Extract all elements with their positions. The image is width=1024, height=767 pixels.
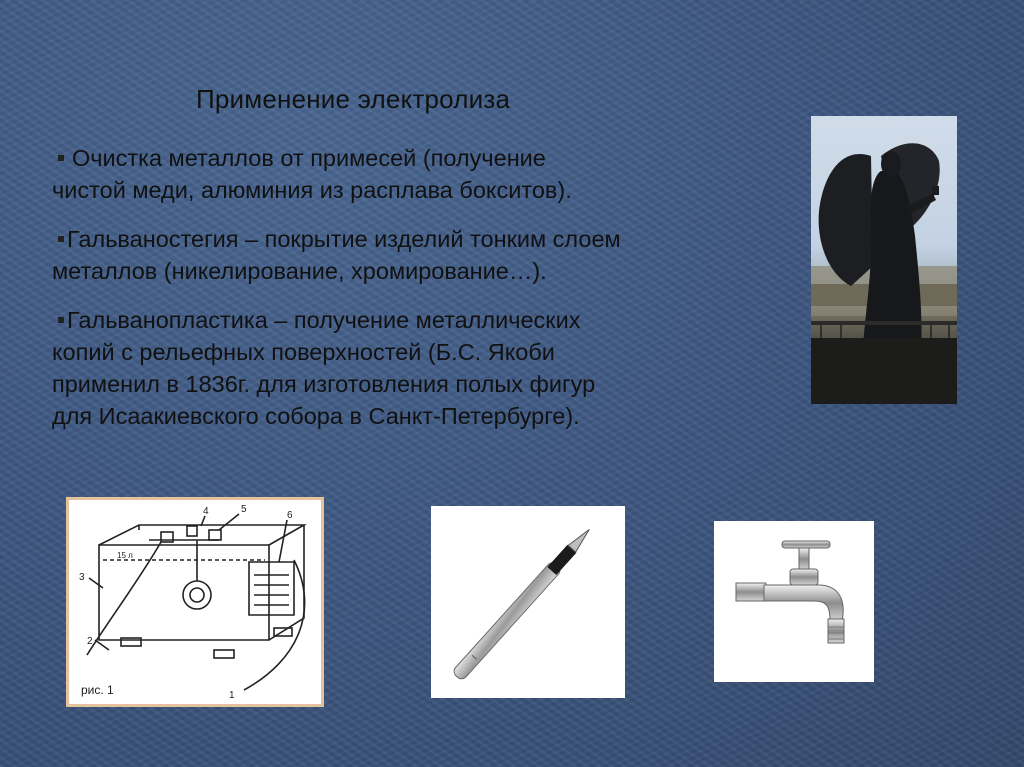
diagram-caption: рис. 1 xyxy=(81,683,114,697)
bullet-line: Гальванопластика – получение металлических xyxy=(67,307,581,333)
diagram-label: 3 xyxy=(79,572,85,583)
angel-statue-photo xyxy=(811,116,957,404)
bullet-line: Очистка металлов от примесей (получение xyxy=(72,145,546,171)
fountain-pen-image xyxy=(431,506,625,698)
bullet-line: металлов (никелирование, хромирование…). xyxy=(52,258,547,284)
electrolysis-apparatus-diagram xyxy=(66,497,324,707)
diagram-label: 5 xyxy=(241,504,247,515)
square-bullet-icon xyxy=(58,155,64,161)
bullet-item xyxy=(52,142,752,206)
level-mark: 15 л xyxy=(117,551,133,560)
diagram-label: 6 xyxy=(287,510,293,521)
water-tap-image xyxy=(714,521,874,682)
bullet-line: Гальваностегия – покрытие изделий тонким слоем xyxy=(67,226,621,252)
bullet-item xyxy=(52,304,752,432)
bullet-line: чистой меди, алюминия из расплава бокситов). xyxy=(52,177,572,203)
diagram-label: 2 xyxy=(87,636,93,647)
bullet-list xyxy=(52,142,752,449)
square-bullet-icon xyxy=(58,317,64,323)
slide-title: Применение электролиза xyxy=(196,84,511,114)
diagram-label: 1 xyxy=(229,690,235,701)
bullet-line: для Исаакиевского собора в Санкт-Петербурге). xyxy=(52,403,580,429)
bullet-item xyxy=(52,223,752,287)
bullet-line: копий с рельефных поверхностей (Б.С. Якоби xyxy=(52,339,555,365)
bullet-line: применил в 1836г. для изготовления полых фигур xyxy=(52,371,596,397)
diagram-label: 4 xyxy=(203,506,209,517)
square-bullet-icon xyxy=(58,236,64,242)
